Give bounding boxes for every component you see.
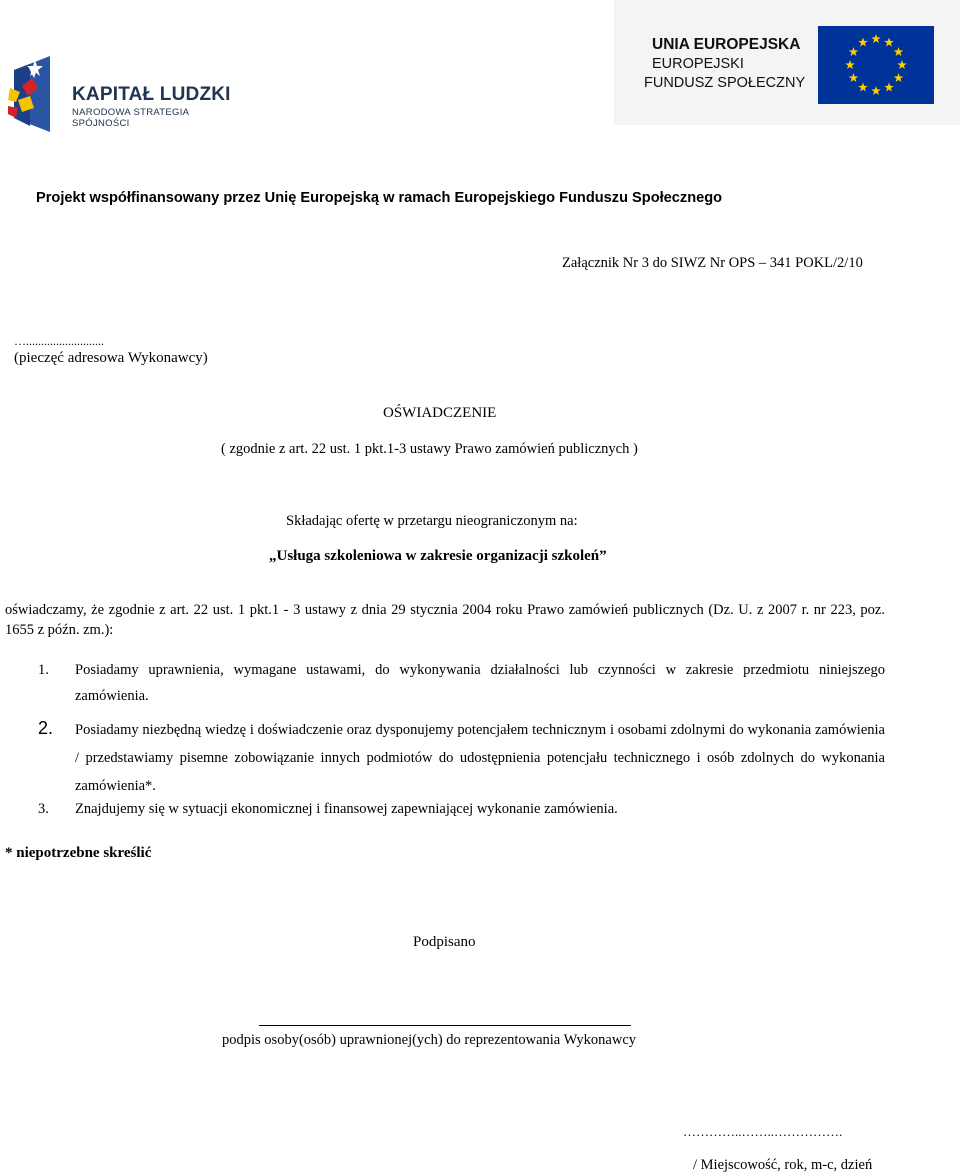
- list-item-number: 1.: [38, 662, 49, 678]
- legal-basis: ( zgodnie z art. 22 ust. 1 pkt.1-3 ustawy Prawo zamówień publicznych ): [221, 441, 638, 457]
- stamp-dotted-line: …..........................: [14, 334, 104, 348]
- eu-efs-logo: [614, 0, 960, 125]
- list-item-text: Posiadamy niezbędną wiedzę i doświadczenie oraz dysponujemy potencjałem technicznym i osobami zdolnymi do wykonania zamówienia / przedstawiamy pisemne zobowiązanie innych podmiotów do udostępnienia potencjału technicznego i osób zdolnych do wykonania zamówienia*.: [75, 722, 885, 794]
- eu-star-icon: [871, 34, 881, 43]
- list-item-number: 3.: [38, 801, 49, 817]
- eu-star-icon: [897, 60, 907, 69]
- kapital-ludzki-title: KAPITAŁ LUDZKI: [72, 84, 231, 105]
- eu-star-icon: [871, 86, 881, 95]
- eu-star-icon: [858, 37, 868, 46]
- eu-logo-line3: FUNDUSZ SPOŁECZNY: [644, 75, 806, 91]
- eu-star-icon: [849, 73, 859, 82]
- signed-label: Podpisano: [413, 934, 476, 950]
- kapital-ludzki-logo: [8, 56, 248, 136]
- kapital-ludzki-subtitle: NARODOWA STRATEGIA SPÓJNOŚCI: [72, 107, 189, 129]
- eu-star-icon: [858, 83, 868, 92]
- list-item-number: 2.: [38, 718, 54, 738]
- eu-logo-line2: EUROPEJSKI: [652, 56, 744, 72]
- eu-star-icon: [894, 73, 904, 82]
- service-name: „Usługa szkoleniowa w zakresie organizacji szkoleń”: [269, 548, 607, 564]
- eu-star-icon: [884, 83, 894, 92]
- offer-intro: Składając ofertę w przetargu nieograniczonym na:: [286, 513, 578, 529]
- project-cofinancing-line: Projekt współfinansowany przez Unię Europejską w ramach Europejskiego Funduszu Społecznego: [36, 190, 723, 206]
- list-item-text: Znajdujemy się w sytuacji ekonomicznej i finansowej zapewniającej wykonanie zamówienia.: [75, 801, 618, 817]
- footnote: * niepotrzebne skreślić: [5, 845, 152, 861]
- signature-label: podpis osoby(osób) uprawnionej(ych) do reprezentowania Wykonawcy: [222, 1032, 637, 1048]
- eu-star-icon: [849, 47, 859, 56]
- list-item-text: Posiadamy uprawnienia, wymagane ustawami, do wykonywania działalności lub czynności w zakresie przedmiotu niniejszego zamówienia.: [75, 662, 885, 704]
- eu-star-icon: [894, 47, 904, 56]
- place-dotted-line: …………..……..…………….: [683, 1124, 843, 1139]
- annex-reference: Załącznik Nr 3 do SIWZ Nr OPS – 341 POKL/2/10: [562, 255, 863, 271]
- eu-star-icon: [845, 60, 855, 69]
- document-title: OŚWIADCZENIE: [383, 405, 497, 421]
- signature-line: [259, 1025, 631, 1026]
- stamp-label: (pieczęć adresowa Wykonawcy): [14, 350, 208, 366]
- declaration-paragraph: oświadczamy, że zgodnie z art. 22 ust. 1 pkt.1 - 3 ustawy z dnia 29 stycznia 2004 roku Prawo zamówień publicznych (Dz. U. z 2007 r. nr 223, poz. 1655 z późn. zm.):: [5, 602, 885, 638]
- kapital-ludzki-emblem-icon: [8, 56, 66, 132]
- eu-flag-icon: [818, 26, 934, 104]
- eu-star-icon: [884, 37, 894, 46]
- place-date-label: / Miejscowość, rok, m-c, dzień: [693, 1157, 873, 1173]
- eu-logo-line1: UNIA EUROPEJSKA: [652, 36, 801, 53]
